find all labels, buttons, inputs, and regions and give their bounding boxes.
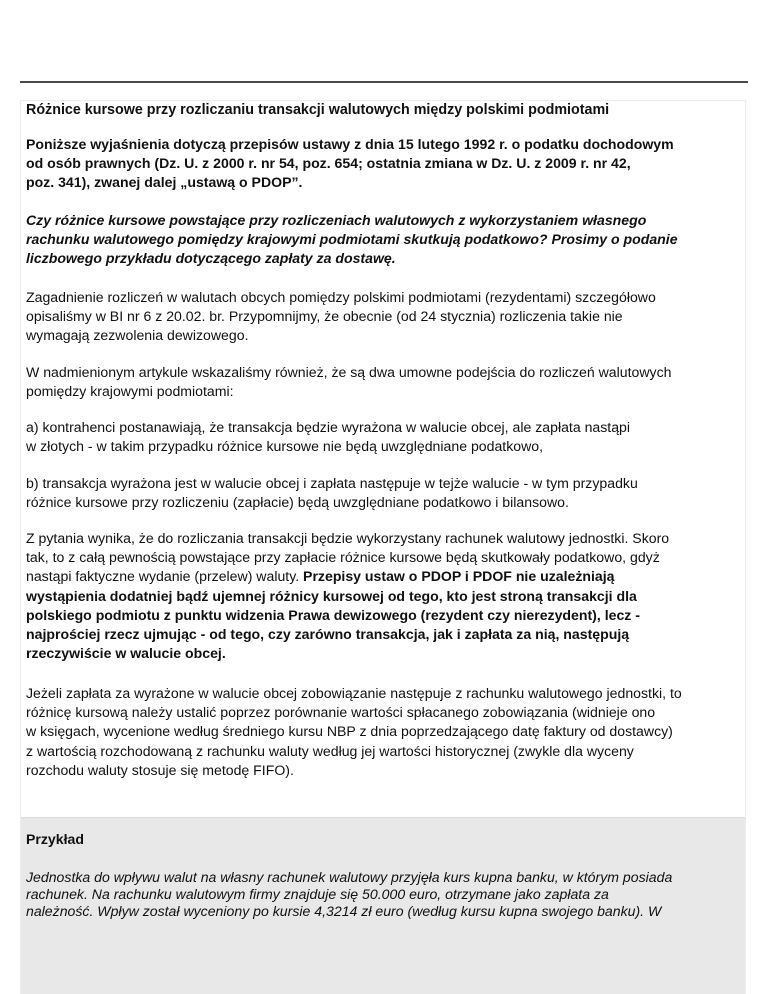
body-paragraph-option-a: a) kontrahenci postanawiają, że transakcja będzie wyrażona w walucie obcej, ale zapłata nastąpi w złotych - w takim przypadku różnice kursowe nie będą uwzględniane podatkowo, [26, 419, 631, 455]
article-title: Różnice kursowe przy rozliczaniu transakcji walutowych między polskimi podmiotami [26, 102, 610, 118]
body-paragraph-5-bold: Przepisy ustaw o PDOP i PDOF nie uzależniają wystąpienia dodatniej bądź ujemnej różnicy kursowej od tego, kto jest stroną transakcji dla polskiego podmiotu z punktu widzenia Prawa dewizowego (rezydent czy nierezydent), lecz - najprościej rzecz ujmując - od tego, czy zarówno transakcja, jak i zapłata za nią, następują rzeczywiście w walucie obcej. [26, 568, 640, 662]
intro-paragraph: Poniższe wyjaśnienia dotyczą przepisów ustawy z dnia 15 lutego 1992 r. o podatku dochodowym od osób prawnych (Dz. U. z 2000 r. nr 54, poz. 654; ostatnia zmiana w Dz. U. z 2009 r. nr 42, poz. 341), zwanej dalej „ustawą o PDOP”. [26, 136, 674, 191]
question-paragraph: Czy różnice kursowe powstające przy rozliczeniach walutowych z wykorzystaniem własnego rachunku walutowego pomiędzy krajowymi podmiotami skutkują podatkowo? Prosimy o podanie liczbowego przykładu dotyczącego zapłaty za dostawę. [26, 212, 678, 267]
example-title: Przykład [26, 831, 84, 847]
body-paragraph-5 [26, 529, 742, 663]
body-paragraph-2: W nadmienionym artykule wskazaliśmy również, że są dwa umowne podejścia do rozliczeń walutowych pomiędzy krajowymi podmiotami: [26, 364, 672, 400]
body-paragraph-option-b: b) transakcja wyrażona jest w walucie obcej i zapłata następuje w tejże walucie - w tym przypadku różnice kursowe przy rozliczeniu (zapłacie) będą uwzględniane podatkowo i bilansowo. [26, 475, 638, 511]
body-paragraph-1: Zagadnienie rozliczeń w walutach obcych pomiędzy polskimi podmiotami (rezydentami) szczegółowo opisaliśmy w BI nr 6 z 20.02. br. Przypomnijmy, że obecnie (od 24 stycznia) rozliczenia takie nie wymagają zezwolenia dewizowego. [26, 289, 656, 344]
top-divider [20, 81, 748, 83]
article-content [20, 100, 746, 994]
body-paragraph-5-normal: Z pytania wynika, że do rozliczania transakcji będzie wykorzystany rachunek walutowy jednostki. Skoro tak, to z całą pewnością powstające przy zapłacie różnice kursowe będą skutkowały podatkowo, gdyż nastąpi faktyczne wydanie (przelew) waluty. [26, 530, 670, 585]
body-paragraph-6: Jeżeli zapłata za wyrażone w walucie obcej zobowiązanie następuje z rachunku walutowego jednostki, to różnicę kursową należy ustalić poprzez porównanie wartości spłacanego zobowiązania (widnieje ono w księgach, wycenione według średniego kursu NBP z dnia poprzedzającego datę faktury od dostawcy) z wartością rozchodowaną z rachunku waluty według jej wartości historycznej (zwykle dla wyceny rozchodu waluty stosuje się metodę FIFO). [26, 685, 682, 778]
example-body: Jednostka do wpływu walut na własny rachunek walutowy przyjęła kurs kupna banku, w którym posiada rachunek. Na rachunku walutowym firmy znajduje się 50.000 euro, otrzymane jako zapłata za należność. Wpływ został wyceniony po kursie 4,3214 zł euro (według kursu kupna swojego banku). W [26, 869, 673, 919]
example-box [21, 817, 746, 994]
